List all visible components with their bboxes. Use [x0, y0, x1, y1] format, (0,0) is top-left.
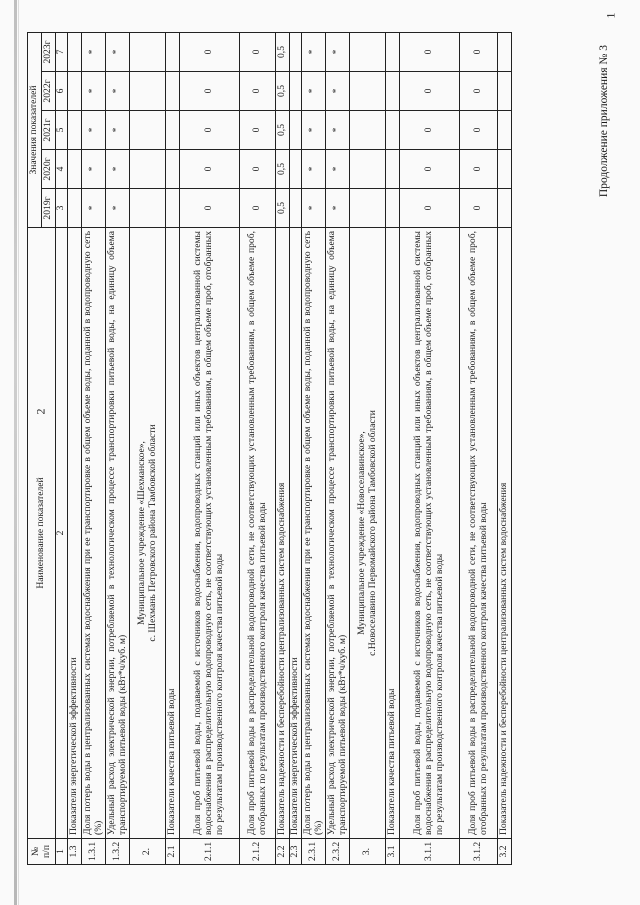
empty-cell — [130, 189, 166, 228]
table-row — [386, 32, 400, 864]
empty-cell — [350, 150, 386, 189]
value-cell: * — [106, 72, 130, 111]
value-cell: 0,5 — [276, 72, 290, 111]
row-number: 3.2 — [498, 839, 512, 865]
value-cell: * — [302, 72, 326, 111]
value-cell: 0 — [460, 111, 498, 150]
table-row — [276, 32, 290, 864]
table-row — [460, 32, 498, 864]
table-row — [166, 32, 180, 864]
value-cell: * — [326, 32, 350, 71]
indicator-name: Показатель надежности и бесперебойности централизованных систем водоснабжения — [276, 228, 290, 839]
value-cell: * — [326, 150, 350, 189]
table-row — [180, 32, 240, 864]
value-cell: 0,5 — [276, 189, 290, 228]
value-cell: * — [302, 189, 326, 228]
table-row — [400, 32, 460, 864]
row-number: 2. — [130, 839, 166, 865]
value-cell: 0 — [460, 72, 498, 111]
table-row — [82, 32, 106, 864]
value-cell: 0 — [240, 72, 276, 111]
value-cell — [498, 189, 512, 228]
value-cell: * — [326, 111, 350, 150]
section-row — [130, 32, 166, 864]
header-num: № п/п — [28, 839, 56, 865]
value-cell: 0 — [460, 189, 498, 228]
value-cell — [290, 189, 302, 228]
row-number: 3.1.1 — [400, 839, 460, 865]
header-year: 2020г — [42, 150, 56, 189]
empty-cell — [350, 32, 386, 71]
value-cell: * — [302, 150, 326, 189]
value-cell: 0 — [180, 189, 240, 228]
indicator-name: Показатели качества питьевой воды — [386, 228, 400, 839]
value-cell: 0 — [180, 111, 240, 150]
table-row — [106, 32, 130, 864]
header-year: 2019г — [42, 189, 56, 228]
value-cell: 0 — [180, 150, 240, 189]
section-line-1: Муниципальное учреждение «Новоселавинское», — [355, 431, 367, 635]
value-cell: * — [82, 189, 106, 228]
empty-cell — [130, 111, 166, 150]
col-number: 2 — [56, 228, 68, 839]
row-number: 3.1.2 — [460, 839, 498, 865]
row-number: 3. — [350, 839, 386, 865]
row-number: 2.1.1 — [180, 839, 240, 865]
continuation-note: Продолжение приложения № 3 — [598, 45, 610, 198]
section-title — [350, 228, 386, 839]
value-cell — [290, 150, 302, 189]
value-cell: * — [82, 111, 106, 150]
indicator-name: Доля проб питьевой воды в распределительной водопроводной сети, не соответствующих установленным требованиям, в общем объеме проб, отобранных по результатам производственного контроля качества питьевой воды — [460, 228, 498, 839]
value-cell — [386, 111, 400, 150]
value-cell: 0,5 — [276, 150, 290, 189]
value-cell — [68, 72, 82, 111]
indicator-name: Доля проб питьевой воды, подаваемой с источников водоснабжения, водопроводных станций или иных объектов централизованной системы водоснабжения в распределительную водопроводную сеть, не соответствующих установленным требованиям, в общем объеме проб, отобранных по результатам производственного контроля качества питьевой воды — [180, 228, 240, 839]
value-cell — [166, 32, 180, 71]
corner-mark: 1 — [603, 12, 618, 19]
row-number: 2.2 — [276, 839, 290, 865]
indicators-table — [27, 32, 512, 865]
header-year: 2023г — [42, 32, 56, 71]
value-cell: * — [82, 150, 106, 189]
value-cell: 0 — [400, 150, 460, 189]
value-cell: 0 — [400, 111, 460, 150]
value-cell — [386, 72, 400, 111]
col-number: 5 — [56, 111, 68, 150]
header-year: 2021г — [42, 111, 56, 150]
value-cell: 0 — [400, 189, 460, 228]
empty-cell — [350, 189, 386, 228]
value-cell — [386, 150, 400, 189]
row-number: 2.3.1 — [302, 839, 326, 865]
section-row — [350, 32, 386, 864]
col-number: 4 — [56, 150, 68, 189]
value-cell: 0,5 — [276, 32, 290, 71]
value-cell: 0 — [400, 72, 460, 111]
value-cell: * — [106, 189, 130, 228]
row-number: 2.1 — [166, 839, 180, 865]
value-cell: 0 — [240, 150, 276, 189]
table-row — [68, 32, 82, 864]
value-cell — [68, 189, 82, 228]
header-values: Значения показателей — [28, 32, 42, 227]
row-number: 2.3.2 — [326, 839, 350, 865]
value-cell — [290, 72, 302, 111]
indicator-name: Удельный расход электрической энергии, потребляемой в технологическом процессе транспортировки питьевой воды, на единицу объема транспортируемой питьевой воды (кВт*ч/куб. м) — [326, 228, 350, 839]
col-number: 7 — [56, 32, 68, 71]
header-name: Наименование показателей — [28, 228, 56, 839]
indicator-name: Показатели энергетической эффективности — [290, 228, 302, 839]
value-cell: * — [106, 32, 130, 71]
value-cell — [498, 150, 512, 189]
value-cell: 0 — [240, 189, 276, 228]
value-cell: * — [106, 150, 130, 189]
value-cell: 0 — [180, 72, 240, 111]
value-cell — [166, 72, 180, 111]
indicator-name: Доля потерь воды в централизованных системах водоснабжения при ее транспортировке в общем объеме воды, поданной в водопроводную сеть (%) — [82, 228, 106, 839]
row-number: 1.3.1 — [82, 839, 106, 865]
section-title — [130, 228, 166, 839]
empty-cell — [130, 32, 166, 71]
section-line-2: с.Новоселавино Первомайского района Тамбовской области — [366, 410, 378, 656]
value-cell: 0 — [460, 150, 498, 189]
table-row — [498, 32, 512, 864]
row-number: 2.3 — [290, 839, 302, 865]
value-cell — [498, 72, 512, 111]
value-cell: 0 — [400, 32, 460, 71]
value-cell: * — [82, 32, 106, 71]
row-number: 2.1.2 — [240, 839, 276, 865]
row-number: 1.3.2 — [106, 839, 130, 865]
value-cell: 0 — [240, 32, 276, 71]
value-cell — [68, 150, 82, 189]
indicator-name: Показатели энергетической эффективности — [68, 228, 82, 839]
value-cell — [498, 32, 512, 71]
value-cell — [166, 189, 180, 228]
value-cell — [166, 111, 180, 150]
section-line-2: с. Шехмань Петровского района Тамбовской области — [146, 424, 158, 642]
col-number: 1 — [56, 839, 68, 865]
indicator-name: Доля проб питьевой воды, подаваемой с источников водоснабжения, водопроводных станций или иных объектов централизованной системы водоснабжения в распределительную водопроводную сеть, не соответствующих установленным требованиям, в общем объеме проб, отобранных по результатам производственного контроля качества питьевой воды — [400, 228, 460, 839]
table-body — [68, 32, 512, 864]
indicator-name: Показатели качества питьевой воды — [166, 228, 180, 839]
value-cell: 0 — [180, 32, 240, 71]
col-number: 3 — [56, 189, 68, 228]
empty-cell — [130, 72, 166, 111]
value-cell — [290, 32, 302, 71]
row-number: 1.3 — [68, 839, 82, 865]
indicator-name: Доля потерь воды в централизованных системах водоснабжения при ее транспортировке в общем объеме воды, поданной в водопроводную сеть (%) — [302, 228, 326, 839]
table-row — [326, 32, 350, 864]
empty-cell — [130, 150, 166, 189]
page-number: 2 — [33, 408, 48, 415]
value-cell — [68, 111, 82, 150]
table-row — [302, 32, 326, 864]
indicator-name: Показатель надежности и бесперебойности централизованных систем водоснабжения — [498, 228, 512, 839]
empty-cell — [350, 111, 386, 150]
value-cell: * — [302, 32, 326, 71]
value-cell: 0 — [240, 111, 276, 150]
value-cell: * — [326, 189, 350, 228]
value-cell — [290, 111, 302, 150]
value-cell — [166, 150, 180, 189]
value-cell: * — [82, 72, 106, 111]
value-cell — [68, 32, 82, 71]
value-cell — [386, 32, 400, 71]
value-cell: * — [302, 111, 326, 150]
indicator-name: Доля проб питьевой воды в распределительной водопроводной сети, не соответствующих установленным требованиям, в общем объеме проб, отобранных по результатам производственного контроля качества питьевой воды — [240, 228, 276, 839]
empty-cell — [350, 72, 386, 111]
value-cell — [498, 111, 512, 150]
col-number: 6 — [56, 72, 68, 111]
header-year: 2022г — [42, 72, 56, 111]
indicator-name: Удельный расход электрической энергии, потребляемой в технологическом процессе транспортировки питьевой воды, на единицу объема транспортируемой питьевой воды (кВт*ч/куб. м) — [106, 228, 130, 839]
value-cell: 0,5 — [276, 111, 290, 150]
row-number: 3.1 — [386, 839, 400, 865]
value-cell: * — [106, 111, 130, 150]
value-cell — [386, 189, 400, 228]
section-line-1: Муниципальное учреждение «Шехманское», — [135, 441, 147, 625]
table-row — [240, 32, 276, 864]
table-row — [290, 32, 302, 864]
value-cell: 0 — [460, 32, 498, 71]
value-cell: * — [326, 72, 350, 111]
